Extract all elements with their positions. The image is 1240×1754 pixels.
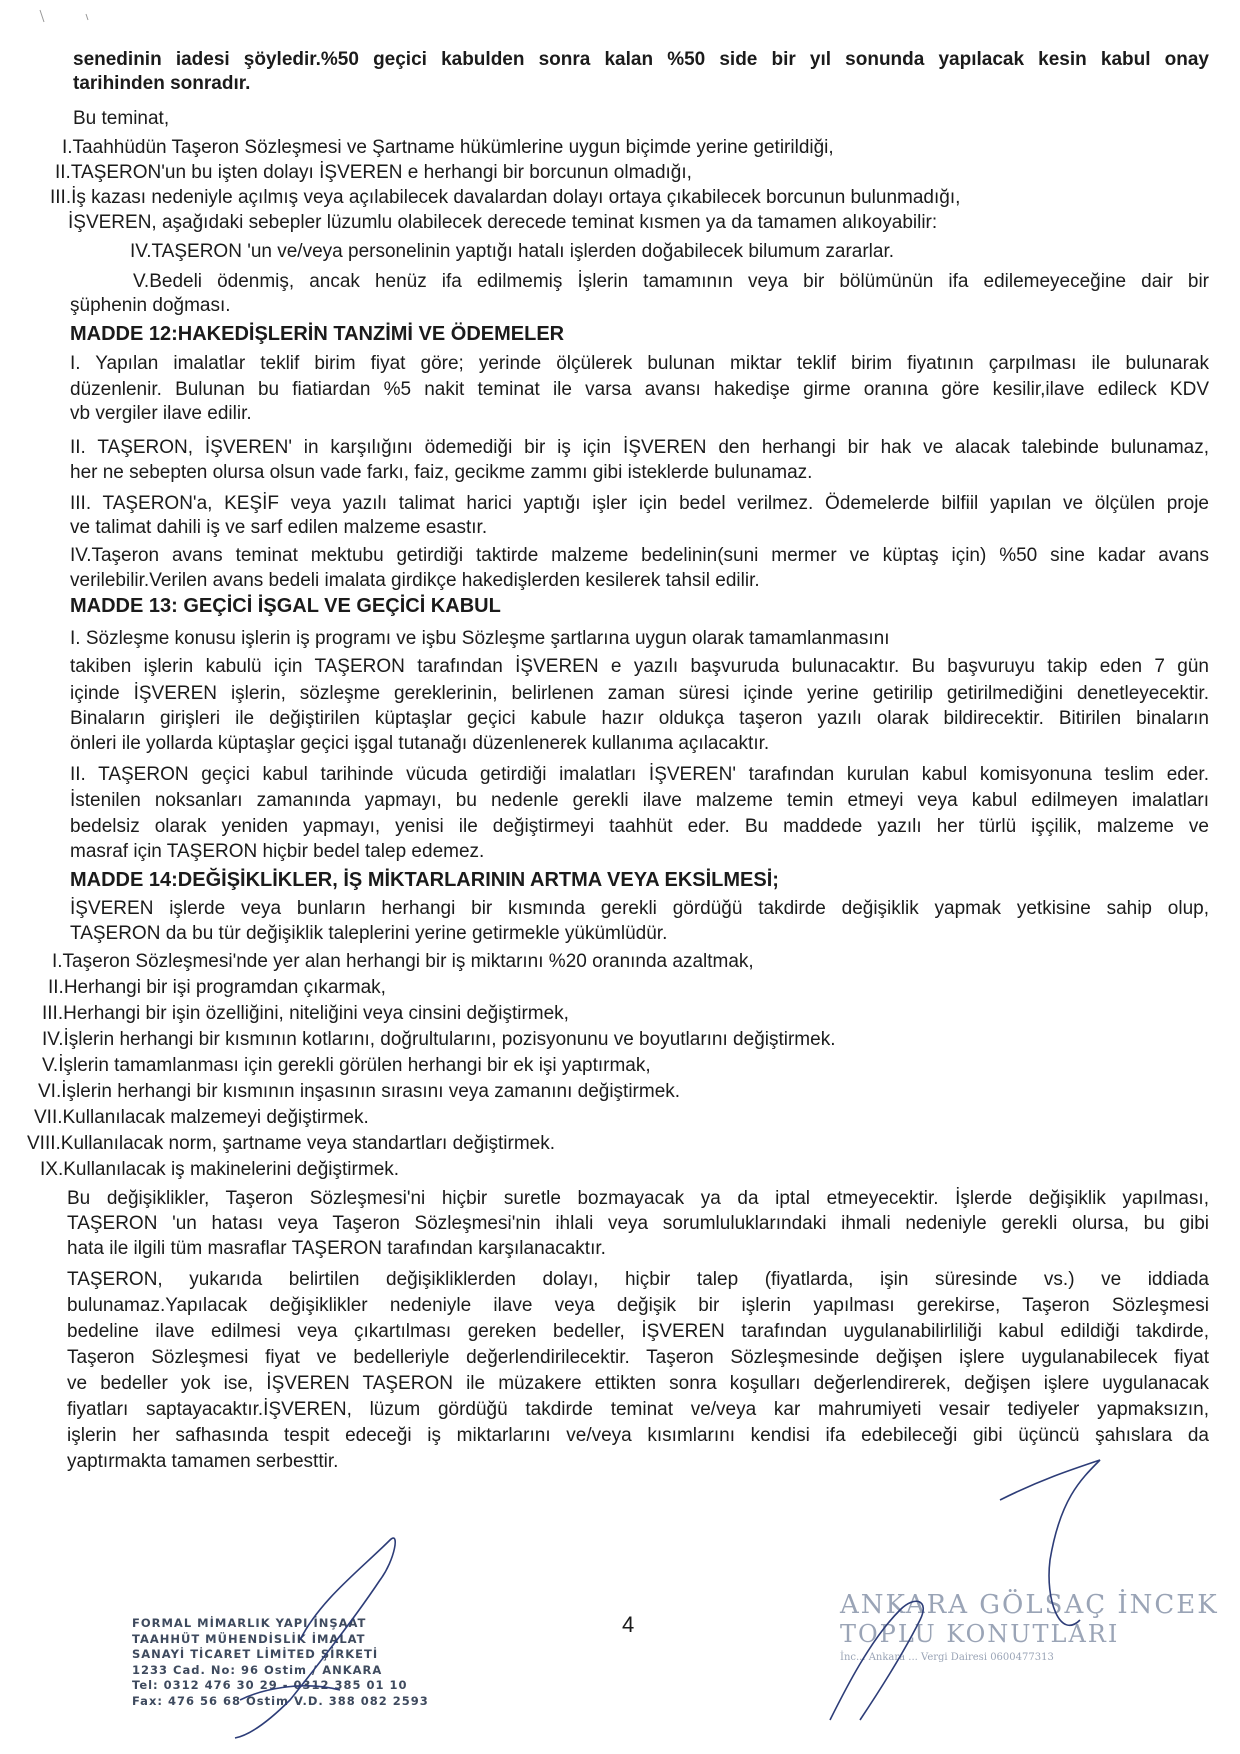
stamp-right-line-2: TOPLU KONUTLARI — [840, 1620, 1120, 1648]
line-23: takiben işlerin kabulü için TAŞERON tarafından İŞVEREN e yazılı başvuruda bulunacaktır. Bu başvuruyu takip eden 7 gün — [70, 656, 1209, 677]
line-24: içinde İŞVEREN işlerin, sözleşme gereklerinin, belirlenen zaman süresi içinde yerine getirilip getirilmediğini denetleyecektir. — [70, 683, 1209, 704]
line-15: II. TAŞERON, İŞVEREN' in karşılığını ödemediği bir iş için İŞVEREN den herhangi bir hak ve alacak talebinde bulunamaz, — [70, 437, 1209, 458]
line-49: Taşeron Sözleşmesi fiyat ve bedelleriyle değerlendirilecektir. Taşeron Sözleşmesinde değişen işlere uygulanabilecek fiyat — [67, 1347, 1209, 1368]
line-13: düzenlenir. Bulunan bu fiatiardan %5 nakit teminat ile varsa avansı hakedişe girme oranına göre kesilir,ilave edileck KDV — [70, 379, 1209, 400]
line-2: tarihinden sonradır. — [73, 73, 251, 94]
line-30: masraf için TAŞERON hiçbir bedel talep edemez. — [70, 841, 485, 862]
heading-madde-12: MADDE 12:HAKEDİŞLERİN TANZİMİ VE ÖDEMELER — [70, 323, 565, 345]
line-26: önleri ile yollarda küptaşlar geçici işgal tutanağı düzenlenerek kullanıma açılacaktır. — [70, 733, 770, 754]
line-42: IX.Kullanılacak iş makinelerini değiştirmek. — [40, 1159, 400, 1180]
line-50: ve bedeller yok ise, İŞVEREN TAŞERON ile müzakere ettikten sonra koşulları değerlendirerek, değişen işlere uygulanacak — [67, 1373, 1209, 1394]
line-20: verilebilir.Verilen avans bedeli imalata girdikçe hakedişlerden kesilerek tahsil edilir. — [70, 570, 760, 591]
stamp-right-line-1: ANKARA GÖLSAÇ İNCEK — [840, 1590, 1219, 1620]
line-34: I.Taşeron Sözleşmesi'nde yer alan herhangi bir iş miktarını %20 oranında azaltmak, — [52, 951, 754, 972]
stamp-right-line-3: İnc... Ankara ... Vergi Dairesi 0600477313 — [840, 1652, 1054, 1663]
line-7: İŞVEREN, aşağıdaki sebepler lüzumlu olabilecek derecede teminat kısmen ya da tamamen alıkoyabilir: — [68, 212, 938, 233]
line-14: vb vergiler ilave edilir. — [70, 403, 252, 424]
line-33: TAŞERON da bu tür değişiklik taleplerini yerine getirmekle yükümlüdür. — [70, 923, 668, 944]
line-8: IV.TAŞERON 'un ve/veya personelinin yaptığı hatalı işlerden doğabilecek bilumum zararlar. — [130, 241, 895, 262]
line-36: III.Herhangi bir işin özelliğini, niteliğini veya cinsini değiştirmek, — [42, 1003, 569, 1024]
line-25: Binaların girişleri ile değiştirilen küptaşlar geçici kabule hazır oldukça taşeron yazılı olarak bildirecektir. Bitirilen binaların — [70, 708, 1209, 729]
line-4: I.Taahhüdün Taşeron Sözleşmesi ve Şartname hükümlerine uygun biçimde yerine getirildiği, — [62, 137, 834, 158]
line-48: bedeline ilave edilmesi veya çıkartılması gereken bedeller, İŞVEREN tarafından uygulanabilirliliği kabul edildiği takdirde, — [67, 1321, 1209, 1342]
stamp-left-line-2: TAAHHÜT MÜHENDİSLİK İMALAT — [132, 1631, 366, 1646]
line-51: fiyatları saptayacaktır.İŞVEREN, lüzum gördüğü takdirde teminat ve/veya kar mahrumiyeti vesair tediyeler yapmaksızın, — [67, 1399, 1209, 1420]
line-44: TAŞERON 'un hatası veya Taşeron Sözleşmesi'nin ihlali veya sorumluluklarındaki ihmali nedeniyle gerekli olursa, bu gibi — [67, 1213, 1209, 1234]
line-17: III. TAŞERON'a, KEŞİF veya yazılı talimat harici yaptığı işler için bedel verilmez. Ödemelerde bilfiil yapılan ve ölçülen proje — [70, 493, 1209, 514]
company-stamp-left — [132, 1616, 432, 1709]
line-45: hata ile ilgili tüm masraflar TAŞERON tarafından karşılanacaktır. — [67, 1238, 606, 1259]
line-46: TAŞERON, yukarıda belirtilen değişikliklerden dolayı, hiçbir talep (fiyatlarda, işin süresinde vs.) ve iddiada — [67, 1269, 1209, 1290]
heading-madde-13: MADDE 13: GEÇİCİ İŞGAL VE GEÇİCİ KABUL — [70, 595, 501, 617]
line-39: VI.İşlerin herhangi bir kısmının inşasının sırasını veya zamanını değiştirmek. — [38, 1081, 681, 1102]
line-37: IV.İşlerin herhangi bir kısmının kotlarını, doğrultularını, pozisyonunu ve boyutlarını değiştirmek. — [42, 1029, 836, 1050]
stamp-left-line-5: Tel: 0312 476 30 29 - 0312 385 01 10 — [132, 1678, 408, 1692]
line-29: bedelsiz olarak yeniden yapmayı, yenisi ile değiştirmeyi taahhüt eder. Bu maddede yazılı her türlü işçilik, malzeme ve — [70, 816, 1209, 837]
line-47: bulunamaz.Yapılacak değişiklikler nedeniyle ilave veya değişik bir işlerin yapılması gerekirse, Taşeron Sözleşmesi — [67, 1295, 1209, 1316]
line-9: V.Bedeli ödenmiş, ancak henüz ifa edilmemiş İşlerin tamamının veya bir bölümünün ifa edilemeyeceğine dair bir — [133, 271, 1209, 292]
line-6: III.İş kazası nedeniyle açılmış veya açılabilecek davalardan dolayı ortaya çıkabilecek borcunun bulunmadığı, — [50, 187, 961, 208]
stamp-left-line-6: Fax: 476 56 68 Ostim V.D. 388 082 2593 — [132, 1693, 429, 1708]
line-12: I. Yapılan imalatlar teklif birim fiyat göre; yerinde ölçülerek bulunan miktar teklif birim fiyatının çarpılması ile bulunarak — [70, 353, 1209, 374]
line-35: II.Herhangi bir işi programdan çıkarmak, — [48, 977, 386, 998]
company-stamp-right — [840, 1590, 1219, 1663]
line-52: işlerin her safhasında tespit edeceği iş miktarlarını ve/veya kısımlarını kendisi ifa edebileceği gibi üçüncü şahıslara da — [67, 1425, 1209, 1446]
line-28: İstenilen noksanları zamanında yapmayı, bu nedenle gerekli ilave malzeme temin etmeyi veya kabul edilmeyen imalatları — [70, 790, 1209, 811]
line-38: V.İşlerin tamamlanması için gerekli görülen herhangi bir ek işi yaptırmak, — [42, 1055, 651, 1076]
margin-mark — [40, 10, 88, 22]
line-27: II. TAŞERON geçici kabul tarihinde vücuda getirdiği imalatları İŞVEREN' tarafından kurulan kabul komisyonuna teslim eder. — [70, 764, 1209, 785]
line-22: I. Sözleşme konusu işlerin iş programı ve işbu Sözleşme şartlarına uygun olarak tamamlanmasını — [70, 628, 890, 649]
line-10: şüphenin doğması. — [70, 295, 231, 316]
line-41: VIII.Kullanılacak norm, şartname veya standartları değiştirmek. — [27, 1133, 556, 1154]
heading-madde-14: MADDE 14:DEĞİŞİKLİKLER, İŞ MİKTARLARININ ARTMA VEYA EKSİLMESİ; — [70, 869, 779, 891]
stamp-left-line-1: FORMAL MİMARLIK YAPI İNŞAAT — [132, 1616, 367, 1630]
page-number: 4 — [622, 1612, 635, 1637]
line-3: Bu teminat, — [73, 108, 170, 129]
line-53: yaptırmakta tamamen serbesttir. — [67, 1451, 339, 1472]
line-32: İŞVEREN işlerde veya bunların herhangi bir kısmında gerekli gördüğü takdirde değişiklik yapmak yetkisine sahip olup, — [70, 898, 1209, 919]
line-1: senedinin iadesi şöyledir.%50 geçici kabulden sonra kalan %50 side bir yıl sonunda yapılacak kesin kabul onay — [73, 49, 1209, 70]
stamp-left-line-3: SANAYİ TİCARET LİMİTED ŞİRKETİ — [132, 1647, 379, 1661]
line-18: ve talimat dahili iş ve sarf edilen malzeme esastır. — [70, 517, 488, 538]
line-19: IV.Taşeron avans teminat mektubu getirdiği taktirde malzeme bedelinin(suni mermer ve küptaş için) %50 sine kadar avans — [70, 545, 1209, 566]
line-16: her ne sebepten olursa olsun vade farkı, faiz, gecikme zammı gibi isteklerde bulunamaz. — [70, 462, 813, 483]
line-5: II.TAŞERON'un bu işten dolayı İŞVEREN e herhangi bir borcunun olmadığı, — [55, 162, 692, 183]
line-43: Bu değişiklikler, Taşeron Sözleşmesi'ni hiçbir suretle bozmayacak ya da iptal etmeyecektir. İşlerde değişiklik yapılması, — [67, 1188, 1209, 1209]
stamp-left-line-4: 1233 Cad. No: 96 Ostim / ANKARA — [132, 1662, 383, 1677]
line-40: VII.Kullanılacak malzemeyi değiştirmek. — [34, 1107, 369, 1128]
